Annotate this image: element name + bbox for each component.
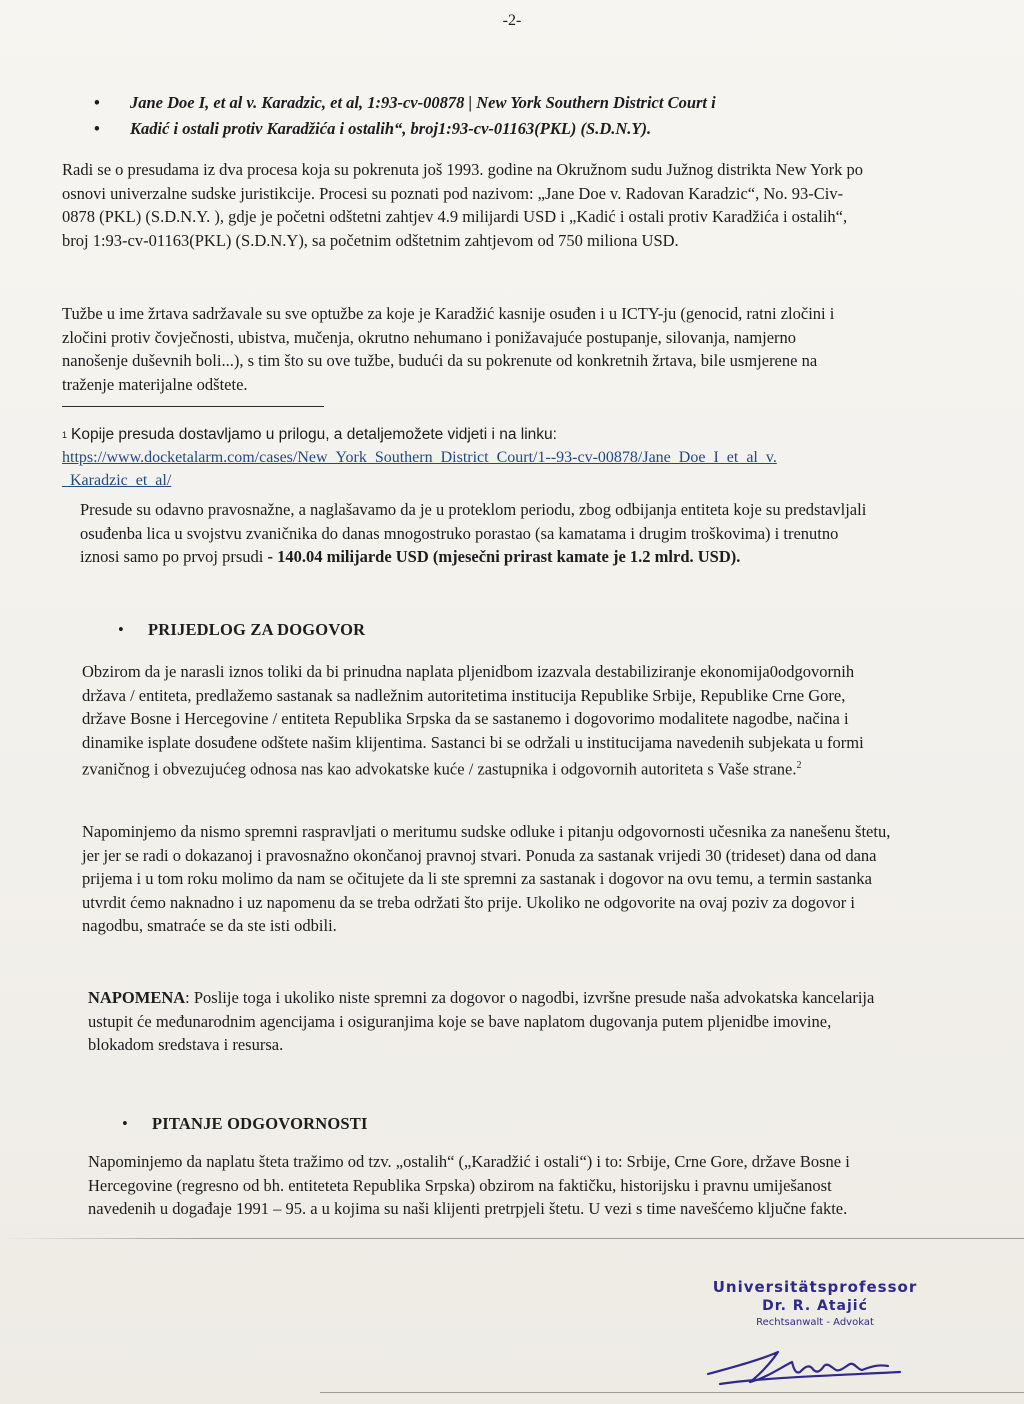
heading-responsibility [122,1114,368,1134]
paragraph-intro: Radi se o presudama iz dva procesa koja su pokrenuta još 1993. godine na Okružnom sudu Južnog distrikta New York po osnovi univerzalne sudske juristikcije. Procesi su poznati pod nazivom: „Jane Doe v. Radovan Karadzic“, No. 93-Civ-0878 (PKL) (S.D.N.Y. ), gdje je početni odštetni zahtjev 4.9 milijardi USD i „Kadić i ostali protiv Karadžića i ostalih“, broj 1:93-cv-01163(PKL) (S.D.N.Y), sa početnim odštetnim zahtjevom od 750 miliona USD. [62,160,864,250]
paragraph-final-judgments [80,498,870,569]
paragraph-merit: Napominjemo da nismo spremni raspravljati o meritumu sudske odluke i pitanju odgovornosti učesnika za nanešenu štetu, jer jer se radi o dokazanoj i pravosnažno okončanoj pravnoj stvari. Ponuda za sastanak vrijedi 30 (trideset) dana od dana prijema i u tom roku molimo da nam se očitujete da li ste spremni za sastanak i dogovor na ovu temu, a termin sastanka utvrdit ćemo naknadno i uz napomenu da se treba održati što prije. Ukoliko ne odgovorite na ovaj poziv za dogovor i nagodbu, smatraće se da ste isti odbili. [82,822,891,935]
paragraph-claims: Tužbe u ime žrtava sadržavale su sve optužbe za koje je Karadžić kasnije osuđen i u ICTY-ju (genocid, ratni zločini i zločini protiv čovječnosti, ubistva, mučenja, okrutno nehumano i ponižavajuće postupanje, silovanja, namjerno nanošenje duševnih boli...), s tim što su ove tužbe, budući da su pokrenute od konkretnih žrtava, bile usmjerene na traženje materijalne odštete. [62,304,835,394]
bullet-icon: • [118,620,124,639]
page-number: -2- [502,12,522,29]
paragraph-proposal [82,660,892,781]
footnote-link[interactable]: https://www.docketalarm.com/cases/New_York_Southern_District_Court/1--93-cv-00878/Jane_Doe_I_et_al_v._Karadzic_et_al/ [62,449,777,489]
footnote-text: Kopije presuda dostavljamo u prilogu, a detaljemožete vidjeti i na linku: [71,426,557,443]
paragraph-responsibility: Napominjemo da naplatu šteta tražimo od tzv. „ostalih“ („Karadžić i ostali“) i to: Srbije, Crne Gore, države Bosne i Hercegovine (regresno od bh. entiteteta Republika Srpska) obzirom na faktičku, historijsku i pravnu umiješanost navedenih u događaje 1991 – 95. a u kojima su naši klijenti pretrpjeli štetu. U vezi s time navešćemo ključne fakte. [88,1152,850,1218]
footnote [62,424,782,492]
heading-proposal-text: PRIJEDLOG ZA DOGOVOR [148,620,366,639]
stamp-title: Universitätsprofessor [712,1278,918,1296]
bullet-icon: • [122,1114,128,1133]
case-list [94,90,894,142]
final-judgments-text: Presude su odavno pravosnažne, a naglašavamo da je u proteklom periodu, zbog odbijanja entiteta koje su predstavljali osuđenba lica u svojstvu zvaničnika do danas mnogostruko porastao (sa kamatama i drugim troškovima) i trenutno iznosi samo po prvoj prsudi [80,500,867,566]
case-item: • Kadić i ostali protiv Karadžića i ostalih“, broj1:93-cv-01163(PKL) (S.D.N.Y). [94,116,894,142]
bottom-rule [320,1392,1024,1393]
handwritten-signature [700,1338,920,1390]
lawyer-stamp [700,1278,930,1328]
proposal-text: Obzirom da je narasli iznos toliki da bi prinudna naplata pljenidbom izazvala destabiliziranje ekonomija0odgovornih država / entiteta, predlažemo sastanak sa nadležnim autoritetima institucija Republike Srbije, Republike Crne Gore, države Bosne i Hercegovine / entiteta Republika Srpska da se sastanemo i dogovorimo modalitete nagodbe, načina i dinamike isplate dosuđene odštete našim klijentima. Sastanci bi se održali u institucijama navedenih subjekata u formi zvaničnog i obvezujućeg odnosa nas kao advokatske kuće / zastupnika i odgovornih autoriteta s Vaše strane. [82,662,864,779]
proposal-footnote-marker: 2 [796,760,802,771]
case-item: • Jane Doe I, et al v. Karadzic, et al, 1:93-cv-00878 | New York Southern District Court i [94,90,894,116]
footnote-marker: 1 [62,430,68,440]
heading-proposal [118,620,365,640]
paragraph-napomena [88,986,888,1057]
heading-responsibility-text: PITANJE ODGOVORNOSTI [152,1114,368,1133]
stamp-name: Dr. R. Atajić [762,1298,868,1314]
signature-separator [0,1238,1024,1239]
final-judgments-amount: - 140.04 milijarde USD (mjesečni prirast kamate je 1.2 mlrd. USD). [267,547,741,566]
napomena-label: NAPOMENA [88,988,186,1007]
napomena-text: : Poslije toga i ukoliko niste spremni za dogovor o nagodbi, izvršne presude naša advokatska kancelarija ustupit će međunarodnim agencijama i osiguranjima koje se bave naplatom dugovanja putem pljenidbe imovine, blokadom sredstava i resursa. [88,988,875,1054]
footnote-separator [62,406,324,407]
stamp-role: Rechtsanwalt - Advokat [756,1317,874,1328]
